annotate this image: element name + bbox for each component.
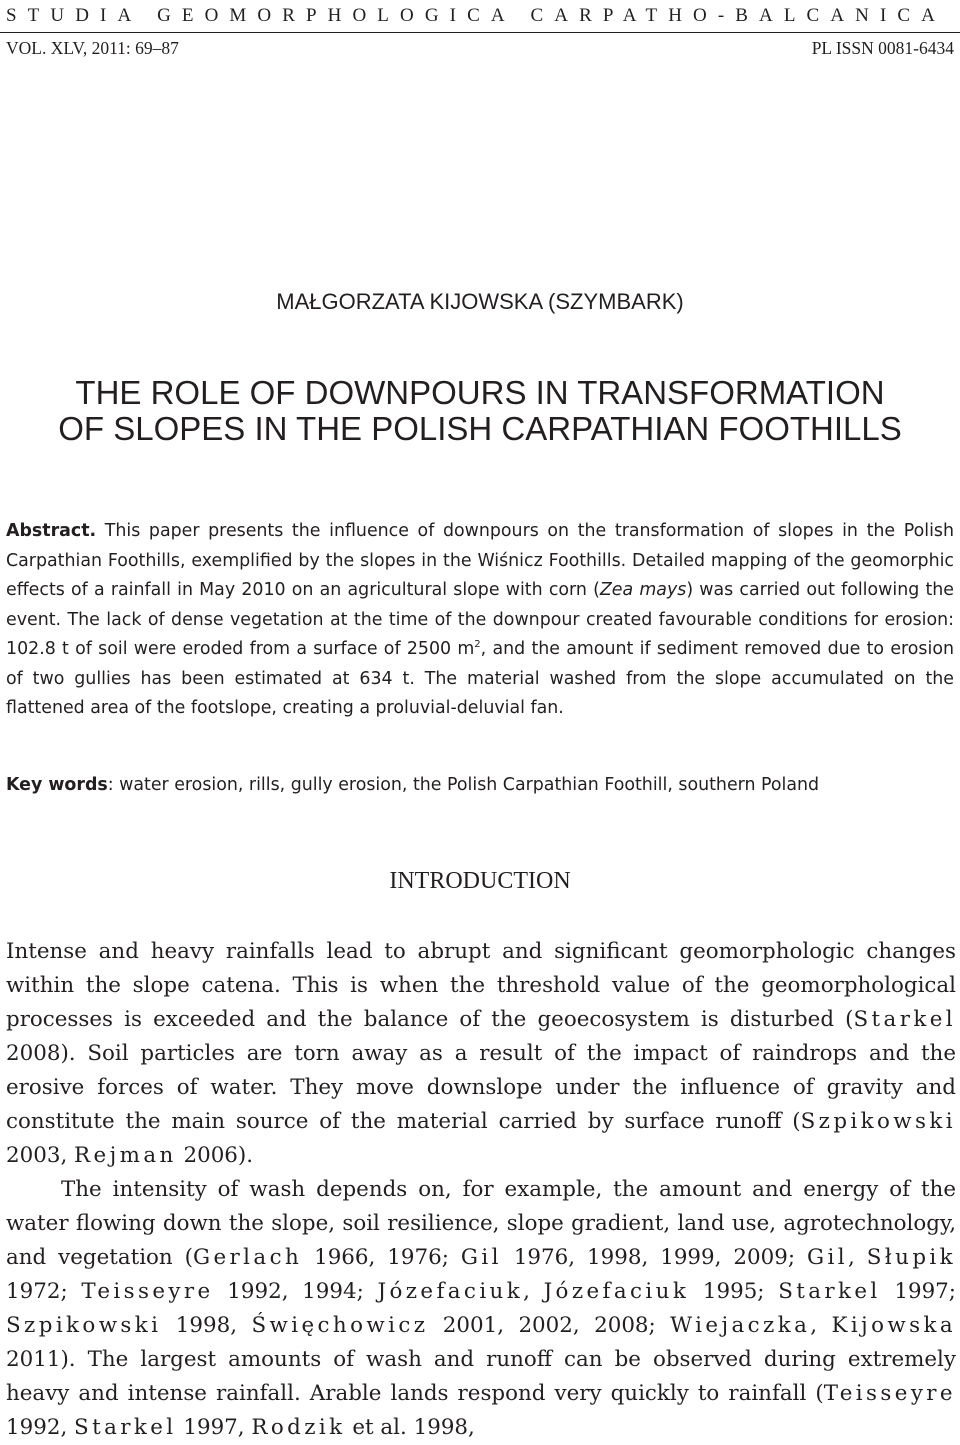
abstract-text-1: This paper presents the influence of downpours on the transformation of slopes in the Polish Carpathian Foothills, exemplified by the slopes in the Wiśnicz Foothills. Detailed mapping of the geomorphic effects of a rainfall in May 2010 on an agricultural slope with corn ( bbox=[6, 521, 954, 600]
cited-author: Teisseyre bbox=[81, 1279, 214, 1304]
text-run: 1976, 1998, 1999, 2009; bbox=[501, 1245, 807, 1270]
abstract-label: Abstract. bbox=[6, 521, 97, 541]
cited-author: Starkel bbox=[74, 1415, 177, 1440]
abstract-text-3: , and the amount if sediment removed due to erosion of two gullies has been estimated at 634 t. The material washed from the slope accumulated on the flattened area of the footslope, creating a proluvial-deluvial fan. bbox=[6, 639, 954, 718]
text-run: 1992, 1994; bbox=[213, 1279, 378, 1304]
issn-line: PL ISSN 0081-6434 bbox=[811, 38, 954, 58]
introduction-heading: INTRODUCTION bbox=[389, 868, 571, 894]
text-run: 1997; bbox=[880, 1279, 956, 1304]
text-run: 2011). The largest amounts of wash and runoff can be observed during extremely heavy and intense rainfall. Arable lands respond very quickly to rainfall ( bbox=[6, 1347, 956, 1406]
cited-author: Teisseyre bbox=[823, 1381, 956, 1406]
keywords-label: Key words bbox=[6, 775, 108, 795]
text-run: 2006). bbox=[176, 1143, 254, 1168]
cited-author: Gerlach bbox=[193, 1245, 303, 1270]
text-run: , bbox=[847, 1245, 867, 1270]
text-run: 2001, 2002, 2008; bbox=[428, 1313, 671, 1338]
text-run: The intensity of wash depends on, for example, the amount and energy of the water flowing down the slope, soil resilience, slope gradient, land use, agrotechnology, and vegetation ( bbox=[6, 1177, 956, 1270]
cited-author: Gil bbox=[807, 1245, 848, 1270]
text-run: 2008). Soil particles are torn away as a result of the impact of raindrops and the erosive forces of water. They move downslope under the influence of gravity and constitute the main source of the material carried by surface runoff ( bbox=[6, 1041, 956, 1134]
text-run: 1995; bbox=[689, 1279, 779, 1304]
journal-series-title: STUDIA GEOMORPHOLOGICA CARPATHO-BALCANICA bbox=[6, 5, 946, 26]
keywords bbox=[6, 771, 954, 801]
species-name: Zea mays bbox=[599, 580, 687, 600]
abstract bbox=[6, 517, 954, 724]
cited-author: Józefaciuk bbox=[377, 1279, 524, 1304]
text-run: , bbox=[523, 1279, 544, 1304]
cited-author: Starkel bbox=[778, 1279, 881, 1304]
abstract-text-2: ) was carried out following the event. The lack of dense vegetation at the time of the downpour created favourable conditions for erosion: 102.8 t of soil were eroded from a surface of 2500 m bbox=[6, 580, 955, 659]
text-run: , bbox=[810, 1313, 832, 1338]
title-line-2: OF SLOPES IN THE POLISH CARPATHIAN FOOTHILLS bbox=[58, 410, 902, 447]
text-run: et al. 1998, bbox=[345, 1415, 475, 1440]
text-run: Intense and heavy rainfalls lead to abrupt and significant geomorphologic changes within the slope catena. This is when the threshold value of the geomorphological processes is exceeded and the balance of the geoecosystem is disturbed ( bbox=[6, 939, 956, 1032]
cited-author: Rejman bbox=[74, 1143, 177, 1168]
cited-author: Starkel bbox=[853, 1007, 956, 1032]
cited-author: Szpikowski bbox=[800, 1109, 956, 1134]
text-run: 2003, bbox=[6, 1143, 75, 1168]
intro-paragraph-1 bbox=[6, 935, 956, 1173]
text-run: 1998, bbox=[161, 1313, 252, 1338]
cited-author: Rodzik bbox=[251, 1415, 346, 1440]
text-run: 1972; bbox=[6, 1279, 82, 1304]
cited-author: Święchowicz bbox=[251, 1313, 429, 1338]
superscript-2: 2 bbox=[474, 639, 481, 650]
cited-author: Gil bbox=[460, 1245, 502, 1270]
article-title bbox=[0, 375, 960, 447]
introduction-body bbox=[6, 935, 956, 1445]
author-line: MAŁGORZATA KIJOWSKA (SZYMBARK) bbox=[276, 289, 684, 314]
volume-line: VOL. XLV, 2011: 69–87 bbox=[6, 38, 179, 58]
intro-paragraph-2 bbox=[6, 1173, 956, 1445]
header-rule bbox=[0, 32, 960, 33]
text-run: 1997, bbox=[176, 1415, 252, 1440]
cited-author: Wiejaczka bbox=[670, 1313, 811, 1338]
keywords-text: : water erosion, rills, gully erosion, the Polish Carpathian Foothill, southern Poland bbox=[107, 775, 820, 795]
cited-author: Szpikowski bbox=[6, 1313, 162, 1338]
cited-author: Słupik bbox=[866, 1245, 957, 1270]
text-run: 1992, bbox=[6, 1415, 75, 1440]
cited-author: Józefaciuk bbox=[543, 1279, 690, 1304]
title-line-1: THE ROLE OF DOWNPOURS IN TRANSFORMATION bbox=[75, 374, 885, 411]
cited-author: Kijowska bbox=[831, 1313, 956, 1338]
text-run: 1966, 1976; bbox=[302, 1245, 461, 1270]
